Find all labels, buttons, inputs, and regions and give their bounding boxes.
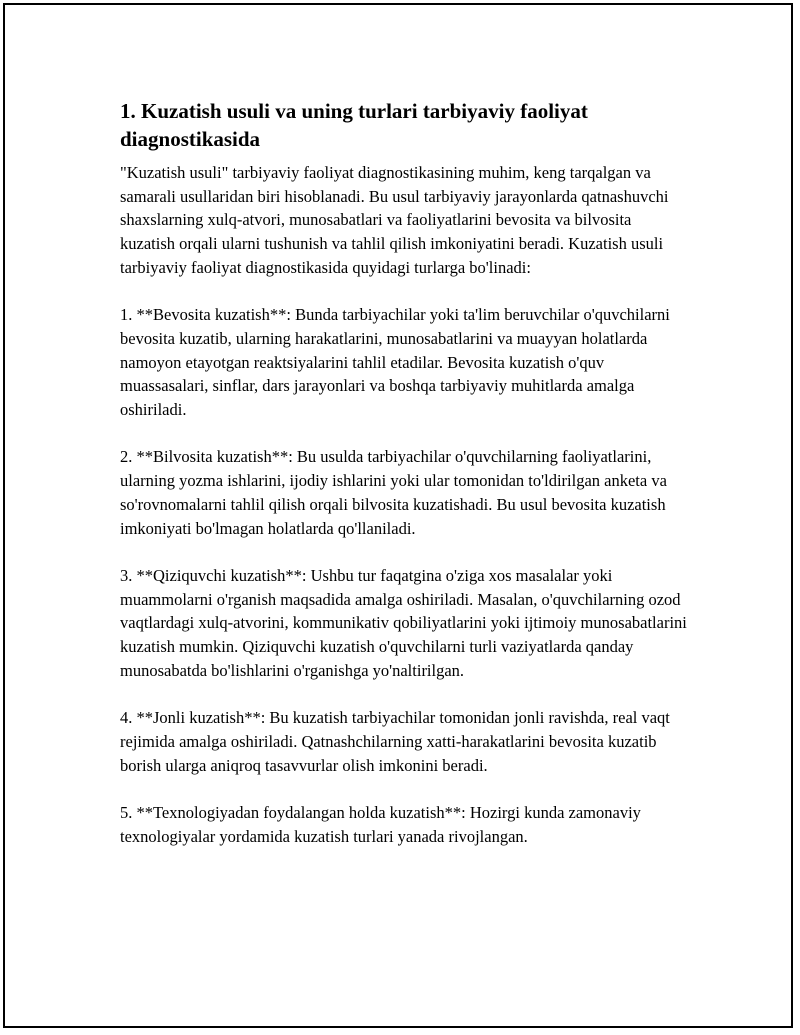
list-item-live-observation: 4. **Jonli kuzatish**: Bu kuzatish tarbiyachilar tomonidan jonli ravishda, real vaqt rejimida amalga oshiriladi. Qatnashchilarning xatti-harakatlarini bevosita kuzatib borish ularga aniqroq tasavvurlar olish imkonini beradi. (120, 708, 670, 775)
list-item-curious-observation: 3. **Qiziquvchi kuzatish**: Ushbu tur faqatgina o'ziga xos masalalar yoki muammolarni o'rganish maqsadida amalga oshiriladi. Masalan, o'quvchilarning ozod vaqtlardagi xulq-atvorini, kommunikativ qobiliyatlarini yoki ijtimoiy munosabatlarini kuzatish mumkin. Qiziquvchi kuzatish o'quvchilarni turli vaziyatlarda qanday munosabatda bo'lishlarini o'rganishga yo'naltirilgan. (120, 565, 687, 680)
list-item-direct-observation: 1. **Bevosita kuzatish**: Bunda tarbiyachilar yoki ta'lim beruvchilar o'quvchilarni bevosita kuzatib, ularning harakatlarini, munosabatlarini va muayyan holatlarda namoyon etayotgan reaktsiyalarini tahlil etadilar. Bevosita kuzatish o'quv muassasalari, sinflar, dars jarayonlari va boshqa tarbiyaviy muhitlarda amalga oshiriladi. (120, 305, 670, 420)
list-item-technology-observation: 5. **Texnologiyadan foydalangan holda kuzatish**: Hozirgi kunda zamonaviy texnologiyalar yordamida kuzatish turlari yanada rivojlangan. (120, 802, 641, 846)
document-page (3, 3, 793, 1028)
list-item-indirect-observation: 2. **Bilvosita kuzatish**: Bu usulda tarbiyachilar o'quvchilarning faoliyatlarini, ularning yozma ishlarini, ijodiy ishlarini yoki ular tomonidan to'ldirilgan anketa va so'rovnomalarni tahlil qilish orqali bilvosita kuzatishadi. Bu usul bevosita kuzatish imkoniyati bo'lmagan holatlarda qo'llaniladi. (120, 447, 667, 538)
intro-paragraph: "Kuzatish usuli" tarbiyaviy faoliyat diagnostikasining muhim, keng tarqalgan va samarali usullaridan biri hisoblanadi. Bu usul tarbiyaviy jarayonlarda qatnashuvchi shaxslarning xulq-atvori, munosabatlari va faoliyatlarini bevosita va bilvosita kuzatish orqali ularni tushunish va tahlil qilish imkoniyatini beradi. Kuzatish usuli tarbiyaviy faoliyat diagnostikasida quyidagi turlarga bo'linadi: (120, 163, 669, 277)
section-heading: 1. Kuzatish usuli va uning turlari tarbiyaviy faoliyat diagnostikasida (120, 99, 588, 151)
document-body (120, 97, 690, 872)
